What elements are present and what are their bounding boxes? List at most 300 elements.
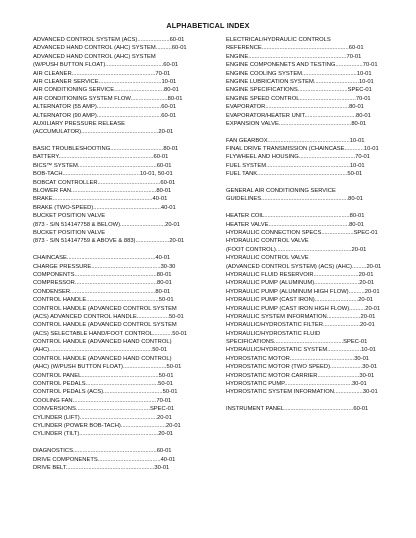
index-entry: [226, 229, 385, 237]
index-entry-label: AIR CONDITIONING SYSTEM FLOW: [33, 95, 131, 102]
index-entry-page: 60-01: [161, 112, 177, 119]
dot-leader: ..........................................: [284, 381, 352, 388]
dot-leader: .......................................: [98, 78, 162, 85]
index-entry-page: 30-01: [362, 389, 378, 396]
index-entry-label: HYDRAULIC SYSTEM INFORMATION: [226, 313, 327, 320]
index-entry: [226, 78, 385, 86]
index-entry-page: 20-01: [358, 271, 374, 278]
dot-leader: ..............................................: [75, 406, 150, 413]
index-entry: [226, 363, 385, 371]
index-entry-page: SPEC-01: [343, 339, 368, 346]
index-column-right: [226, 36, 385, 414]
index-entry-page: 20-01: [165, 422, 181, 429]
index-entry-page: SPEC-01: [149, 406, 175, 413]
index-entry: [33, 321, 192, 329]
dot-leader: ...................................: [298, 154, 356, 161]
index-entry-label: (ACS) SELECTABLE HAND/FOOT CONTROL: [33, 330, 153, 337]
index-entry-label: AIR CONDITIONING SERVICE: [33, 87, 115, 94]
index-entry-label: CONTROL PANEL: [33, 372, 82, 379]
index-entry-page: 50-01: [158, 381, 173, 388]
index-entry-label: HYDRAULIC/HYDROSTATIC FLUID: [226, 330, 321, 337]
index-entry-label: (ACCUMULATOR): [33, 129, 82, 136]
index-entry-label: INSTRUMENT PANEL: [226, 406, 285, 413]
section-spacer: [226, 204, 385, 212]
index-entry-label: HYDRAULIC PUMP (ALUMINUM): [226, 280, 315, 287]
index-entry-label: (W/PUSH BUTTON FLOAT): [33, 62, 106, 69]
index-entry-page: 60-01: [160, 179, 176, 186]
index-entry-page: 10-01: [358, 78, 374, 85]
dot-leader: ...........................................: [284, 406, 354, 413]
index-entry: [33, 338, 192, 346]
dot-leader: ..........: [348, 288, 365, 295]
index-entry-page: 80-01: [349, 221, 364, 228]
dot-leader: .......................................: [97, 179, 161, 186]
dot-leader: ................................: [304, 112, 357, 119]
index-entry: [33, 86, 192, 94]
index-entry-label: SPECIFICATIONS: [226, 339, 274, 346]
index-entry-label: ADVANCED HAND CONTROL (AHC) SYSTEM: [33, 53, 156, 60]
index-entry-label: HYDRAULIC PUMP (CAST IRON HIGH FLOW): [226, 305, 350, 312]
section-spacer: [33, 439, 192, 447]
dot-leader: ....................................................: [71, 70, 156, 77]
index-entry: [226, 153, 385, 161]
page-title: ALPHABETICAL INDEX: [166, 21, 250, 30]
index-entry-label: CYLINDER (LIFT): [33, 414, 80, 421]
index-entry-label: (FOOT CONTROL): [226, 246, 276, 253]
dot-leader: .......................: [322, 322, 360, 329]
index-entry-page: 20-01: [365, 305, 381, 312]
index-entry: [33, 305, 192, 313]
dot-leader: .............................................: [86, 297, 159, 304]
index-entry-label: CONVERSIONS: [33, 406, 76, 413]
index-entry-page: 80-01: [155, 288, 171, 295]
index-entry-page: 50-01: [347, 171, 363, 178]
dot-leader: ...............................: [114, 87, 164, 94]
index-entry: [226, 321, 385, 329]
dot-leader: .....................................................: [71, 188, 157, 195]
index-entry: [226, 162, 385, 170]
index-entry-page: 30-01: [359, 372, 375, 379]
index-entry: [33, 212, 192, 220]
index-entry: [226, 212, 385, 220]
dot-leader: ........................................................: [257, 171, 348, 178]
index-entry-page: 80-01: [356, 112, 371, 119]
index-entry-page: 20-01: [360, 322, 375, 329]
index-entry: [226, 61, 385, 69]
dot-leader: ........................................: [96, 112, 162, 119]
index-entry-label: HYDRAULIC PUMP (ALUMINUM HIGH FLOW): [226, 288, 349, 295]
index-entry-page: 10-01: [349, 162, 365, 169]
index-entry-label: HYDRAULIC PUMP (CAST IRON): [226, 297, 315, 304]
index-entry-page: 60-01: [353, 406, 369, 413]
section-spacer: [33, 137, 192, 145]
dot-leader: ...........................................: [273, 339, 344, 346]
index-entry: [226, 254, 385, 262]
index-entry: [33, 263, 192, 271]
index-entry-label: CONTROL HANDLE (ADVANCED CONTROL SYSTEM: [33, 322, 177, 329]
dot-leader: .......................: [130, 95, 168, 102]
index-entry-label: FINAL DRIVE TRANSMISSION (CHAINCASE: [226, 146, 345, 153]
index-entry: [33, 162, 192, 170]
index-entry-page: 20-01: [158, 431, 174, 438]
index-entry: [226, 338, 385, 346]
section-spacer: [226, 128, 385, 136]
dot-leader: .......................................: [97, 456, 161, 463]
index-entry: [226, 372, 385, 380]
index-entry: [33, 447, 192, 455]
index-entry-page: 80-01: [348, 196, 363, 203]
index-entry-label: CONDENSER: [33, 288, 71, 295]
index-entry-page: 10-01: [361, 347, 376, 354]
index-entry: [33, 279, 192, 287]
index-entry: [33, 70, 192, 78]
index-entry: [33, 254, 192, 262]
index-entry-label: DRIVE COMPONENETS: [33, 456, 98, 463]
index-entry: [226, 137, 385, 145]
index-entry: [33, 363, 192, 371]
index-entry-label: HYDRAULIC/HYDROSTATIC FILTER: [226, 322, 323, 329]
index-entry-page: 60-01: [171, 45, 187, 52]
section-spacer: [226, 179, 385, 187]
index-entry-label: BASIC TROUBLESHOOTING: [33, 146, 111, 153]
dot-leader: ...........................: [314, 297, 359, 304]
index-entry-page: 50-01: [152, 347, 168, 354]
index-entry-page: 20-01: [157, 414, 172, 421]
index-entry-label: DRIVE BELT: [33, 464, 66, 471]
index-entry: [33, 170, 192, 178]
dot-leader: ...................................................: [267, 137, 350, 144]
index-entry: [33, 120, 192, 128]
index-entry: [33, 153, 192, 161]
index-entry-label: ALTERNATOR (90 AMP): [33, 112, 97, 119]
dot-leader: ..........................................: [93, 204, 161, 211]
dot-leader: .........: [351, 263, 367, 270]
index-entry: [226, 313, 385, 321]
index-entry-label: HEATER COIL: [226, 213, 265, 220]
dot-leader: .......................................................: [66, 255, 156, 262]
index-entry-label: COOLING FAN: [33, 397, 73, 404]
dot-leader: ............................: [120, 422, 166, 429]
dot-leader: .....................................................: [70, 288, 156, 295]
index-entry-page: 60-01: [169, 37, 185, 43]
index-entry-label: (873 - S/N 514147759 & ABOVE & 883): [33, 238, 136, 245]
index-column-left: [33, 36, 192, 472]
index-entry-page: 20-01: [158, 129, 174, 136]
dot-leader: ......................................................: [261, 45, 349, 52]
dot-leader: ...........................................................: [58, 154, 154, 161]
index-entry-label: ENGINE SPECIFICATIONS: [226, 87, 298, 94]
index-entry-page: 30-01: [154, 464, 170, 471]
dot-leader: ..........: [155, 45, 172, 52]
index-entry-page: 70-01: [355, 154, 370, 161]
index-entry-label: CONTROL PEDALS: [33, 381, 86, 388]
index-entry: [33, 397, 192, 405]
dot-leader: .................................................: [79, 431, 159, 438]
dot-leader: .................................................: [77, 162, 157, 169]
index-entry-page: 80-01: [167, 95, 183, 102]
dot-leader: ...................: [322, 229, 354, 236]
index-entry: [33, 380, 192, 388]
index-entry: [226, 355, 385, 363]
index-entry-label: CYLINDER (TILT): [33, 431, 80, 438]
index-entry-page: 30-01: [362, 364, 378, 371]
index-entry: [226, 170, 385, 178]
index-entry-page: 40-01: [155, 255, 171, 262]
index-entry-page: 50-01: [162, 389, 178, 396]
index-entry: [226, 405, 385, 413]
index-entry: [33, 95, 192, 103]
dot-leader: ...................................................: [74, 280, 158, 287]
index-entry: [33, 103, 192, 111]
index-entry-page: 10-01: [161, 78, 177, 85]
index-entry-page: 50-01: [166, 364, 182, 371]
index-entry: [226, 145, 385, 153]
index-entry-label: COMPONENTS: [33, 271, 75, 278]
dot-leader: ..................................: [302, 70, 357, 77]
section-spacer: [33, 246, 192, 254]
index-entry-label: CONTROL HANDLE: [33, 297, 87, 304]
dot-leader: ........................................: [289, 355, 355, 362]
index-entry-page: 20-01: [351, 246, 367, 253]
index-entry: [226, 44, 385, 52]
index-entry-label: HYDROSTATIC MOTOR (TWO SPEED): [226, 364, 331, 371]
index-entry-page: 80-01: [349, 104, 364, 111]
index-entry-label: HYDRAULIC/HYDROSTATIC SYSTEM: [226, 347, 328, 354]
index-entry: [33, 112, 192, 120]
index-entry-page: 30-01: [354, 355, 370, 362]
index-entry-label: BRAKE (TWO-SPEED): [33, 204, 94, 211]
index-entry-label: (AHC) (W/PUSH BUTTON FLOAT): [33, 364, 123, 371]
index-entry-label: GUIDELINES: [226, 196, 262, 203]
index-entry: [33, 414, 192, 422]
index-entry: [33, 195, 192, 203]
dot-leader: ....................................................: [266, 162, 350, 169]
index-entry: [226, 330, 385, 338]
index-entry: [226, 388, 385, 396]
dot-leader: .....................: [327, 347, 362, 354]
dot-leader: ................................................................: [49, 347, 153, 354]
dot-leader: ...............................................: [275, 246, 352, 253]
index-entry: [226, 103, 385, 111]
index-entry-label: ENGINE COMPONENETS AND TESTING: [226, 62, 336, 69]
index-entry-label: BOBCAT CONTROLLER: [33, 179, 98, 186]
index-entry-label: AIR CLEANER SERVICE: [33, 78, 99, 85]
index-entry-label: FAN GEARBOX: [226, 137, 268, 144]
index-entry-page: 70-01: [156, 397, 172, 404]
index-entry: [226, 120, 385, 128]
index-entry-label: HYDROSTATIC SYSTEM INFORMATION: [226, 389, 334, 396]
index-entry: [226, 95, 385, 103]
index-entry-page: SPEC-01: [347, 87, 372, 94]
dot-leader: .............................................................: [248, 53, 347, 60]
index-entry-label: COMPRESSOR: [33, 280, 75, 287]
dot-leader: ....................: [136, 313, 169, 320]
index-entry-page: 80-01: [349, 213, 365, 220]
index-entry: [226, 305, 385, 313]
dot-leader: ...........................: [122, 364, 167, 371]
index-entry-page: 60-01: [348, 45, 364, 52]
index-entry: [226, 296, 385, 304]
index-entry-label: AUXILIARY PRESSURE RELEASE: [33, 120, 125, 127]
index-entry-page: SPEC-01: [353, 229, 378, 236]
dot-leader: ....................................: [105, 62, 164, 69]
index-entry-label: HYDROSTATIC MOTOR CARRIER: [226, 372, 318, 379]
index-entry-page: 30-30: [160, 263, 176, 270]
index-entry: [33, 271, 192, 279]
index-entry-page: 20-01: [169, 238, 185, 245]
dot-leader: ...............................: [297, 87, 348, 94]
index-entry: [33, 237, 192, 245]
index-entry-label: BOB-TACH: [33, 171, 63, 178]
index-entry: [33, 288, 192, 296]
index-entry: [33, 44, 192, 52]
index-entry: [33, 145, 192, 153]
index-entry-page: 10-01: [363, 146, 379, 153]
index-entry-label: BRAKE: [33, 196, 53, 203]
dot-leader: ................................................: [62, 171, 140, 178]
index-entry-label: BUCKET POSITION VALVE: [33, 229, 106, 236]
index-entry-label: CONTROL PEDALS (ACS): [33, 389, 104, 396]
index-entry-page: 10-01: [349, 137, 365, 144]
index-entry-page: 20-01: [364, 288, 380, 295]
index-entry: [33, 456, 192, 464]
dot-leader: ............................: [120, 221, 166, 228]
index-entry: [33, 179, 192, 187]
index-entry-page: 20-01: [165, 221, 180, 228]
dot-leader: ...................................................: [74, 271, 157, 278]
index-entry-label: ENGINE LUBRICATION SYSTEM: [226, 78, 314, 85]
index-entry: [33, 128, 192, 136]
dot-leader: ...........................................: [91, 263, 161, 270]
dot-leader: ....................................................: [72, 448, 157, 455]
index-entry-label: EXPANSION VALVE: [226, 120, 279, 127]
index-entry-page: 60-01: [153, 154, 169, 161]
dot-leader: ..........................: [317, 372, 360, 379]
dot-leader: ................................................: [79, 414, 158, 421]
index-entry: [226, 195, 385, 203]
index-entry: [33, 229, 192, 237]
index-entry: [33, 296, 192, 304]
dot-leader: .............................................: [85, 381, 159, 388]
index-entry-label: HYDROSTATIC PUMP: [226, 381, 285, 388]
index-entry-label: FUEL SYSTEM: [226, 162, 267, 169]
index-entry-label: ELECTRICAL/HYDRAULIC CONTROLS: [226, 37, 331, 43]
index-entry-label: ADVANCED CONTROL SYSTEM (ACS): [33, 37, 138, 43]
index-entry-page: 80-01: [164, 87, 179, 94]
index-entry: [33, 372, 192, 380]
index-entry: [226, 263, 385, 271]
index-entry: [226, 279, 385, 287]
index-entry-label: CONTROL HANDLE (ADVANCED HAND CONTROL): [33, 355, 172, 362]
index-entry: [33, 405, 192, 413]
index-entry: [226, 187, 385, 195]
index-entry-label: CYLINDER (POWER BOB-TACH): [33, 422, 121, 429]
index-entry-label: HYDRAULIC FLUID RESERVOIR: [226, 271, 314, 278]
index-entry: [226, 36, 385, 44]
index-entry-label: ENGINE COOLING SYSTEM: [226, 70, 303, 77]
index-entry: [226, 86, 385, 94]
dot-leader: ............................: [313, 271, 359, 278]
index-entry: [226, 346, 385, 354]
index-entry-page: 40-01: [160, 456, 176, 463]
index-entry-page: 60-01: [156, 448, 172, 455]
index-entry-page: 80-01: [163, 146, 179, 153]
index-entry-label: (873 - S/N 514147758 & BELOW): [33, 221, 120, 228]
dot-leader: .......................................................: [65, 464, 155, 471]
index-entry-page: 80-01: [351, 120, 367, 127]
index-entry: [33, 330, 192, 338]
dot-leader: ....................................................: [265, 104, 350, 111]
dot-leader: ......................................................: [261, 196, 349, 203]
index-entry-label: FLYWHEEL AND HOUSING: [226, 154, 299, 161]
index-entry: [33, 187, 192, 195]
index-entry: [33, 36, 192, 44]
index-entry-page: 20-01: [360, 313, 376, 320]
dot-leader: .....................: [326, 313, 361, 320]
index-entry: [226, 237, 385, 245]
section-spacer: [226, 397, 385, 405]
index-entry-page: 70-01: [155, 70, 171, 77]
index-entry-page: 20-01: [359, 280, 375, 287]
index-entry-label: BLOWER FAN: [33, 188, 72, 195]
index-entry-label: AIR CLEANER: [33, 70, 72, 77]
dot-leader: .....................: [135, 238, 170, 245]
dot-leader: ....................................................: [72, 397, 157, 404]
index-entry-page: 50-01: [158, 297, 174, 304]
index-entry-page: 70-01: [362, 62, 378, 69]
index-entry: [226, 112, 385, 120]
index-entry-page: 80-01: [157, 280, 172, 287]
index-entry-label: HYDROSTATIC MOTOR: [226, 355, 290, 362]
index-entry-label: GENERAL AIR CONDITIONING SERVICE: [226, 188, 336, 195]
index-entry-page: 80-01: [156, 188, 172, 195]
index-entry-label: BATTERY: [33, 154, 59, 161]
index-entry-label: DIAGNOSTICS: [33, 448, 73, 455]
dot-leader: ............................: [314, 280, 360, 287]
index-entry-label: HYDRAULIC CONTROL VALVE: [226, 255, 309, 262]
dot-leader: ............................: [313, 78, 359, 85]
index-entry-label: EVAPORATOR: [226, 104, 266, 111]
dot-leader: .................: [335, 62, 363, 69]
index-entry: [33, 204, 192, 212]
index-entry-label: FUEL TANK: [226, 171, 258, 178]
index-entry-page: 60-01: [161, 104, 177, 111]
index-entry-page: 10-01: [356, 70, 372, 77]
index-entry-page: 20-01: [358, 297, 374, 304]
index-entry: [226, 288, 385, 296]
index-entry-page: 70-01: [355, 95, 371, 102]
index-entry: [226, 246, 385, 254]
index-entry: [226, 271, 385, 279]
index-entry-label: (AHC): [33, 347, 50, 354]
dot-leader: ............: [344, 146, 364, 153]
index-entry-label: CHAINCASE: [33, 255, 67, 262]
index-entry-label: ADVANCED HAND CONTROL (AHC) SYSTEM: [33, 45, 156, 52]
index-entry: [33, 53, 192, 61]
index-entry-label: ALTERNATOR (55 AMP): [33, 104, 97, 111]
index-entry-label: HYDRAULIC CONNECTION SPECS.: [226, 229, 323, 236]
index-entry-label: HYDRAULIC CONTROL VALVE: [226, 238, 309, 245]
dot-leader: ..............................................................: [52, 196, 153, 203]
index-entry-page: 40-01: [160, 204, 176, 211]
index-entry-page: 10-01, 50-01: [139, 171, 173, 178]
dot-leader: ........................................: [96, 104, 162, 111]
index-entry-label: HEATER VALVE: [226, 221, 269, 228]
index-entry-label: CONTROL HANDLE (ADVANCED CONTROL SYSTEM: [33, 305, 177, 312]
dot-leader: ....................: [137, 37, 170, 43]
index-entry: [33, 430, 192, 438]
dot-leader: ..........: [349, 305, 366, 312]
